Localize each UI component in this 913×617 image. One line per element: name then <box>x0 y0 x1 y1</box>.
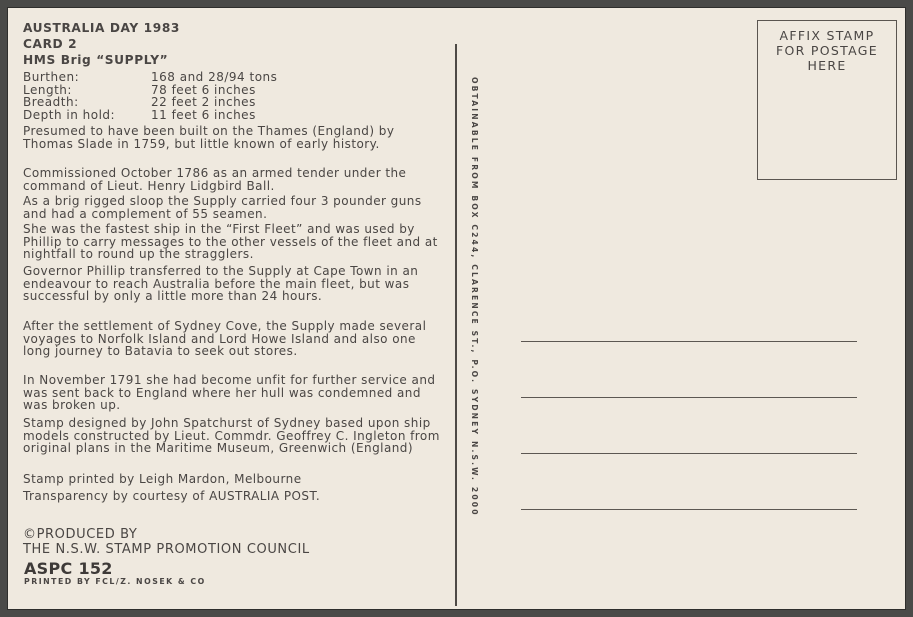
center-divider <box>455 44 457 606</box>
stamp-box <box>757 20 897 180</box>
produced-by-line: ©PRODUCED BY <box>23 527 138 542</box>
ship-name: HMS Brig “SUPPLY” <box>23 53 169 67</box>
stamp-box-line: FOR POSTAGE <box>776 43 878 58</box>
spec-label: Burthen: <box>23 70 80 84</box>
printer-credit: PRINTED BY FCL/Z. NOSEK & CO <box>24 577 206 586</box>
spec-label: Depth in hold: <box>23 107 116 122</box>
spec-label: Breadth: <box>23 95 79 110</box>
spec-row-breadth <box>23 96 277 109</box>
stamp-box-line: AFFIX STAMP <box>779 28 875 43</box>
spec-value: 22 feet 2 inches <box>151 95 256 110</box>
spec-label: Length: <box>23 82 72 97</box>
ship-specifications <box>23 71 277 121</box>
address-line-2 <box>521 397 857 398</box>
postcard-back <box>7 7 906 610</box>
commission-paragraph: Commissioned October 1786 as an armed tender under the command of Lieut. Henry Lidgbird Ball. <box>23 166 407 193</box>
spec-value: 168 and 28/94 tons <box>151 70 278 84</box>
address-line-3 <box>521 453 857 454</box>
council-name: THE N.S.W. STAMP PROMOTION COUNCIL <box>23 541 310 557</box>
card-code: ASPC 152 <box>24 559 113 578</box>
spec-value: 78 feet 6 inches <box>151 82 256 97</box>
first-fleet-paragraph: She was the fastest ship in the “First Fleet” and was used by Phillip to carry messages to the other vessels of the fleet and at nightfall to round up the stragglers. <box>23 222 438 261</box>
stamp-box-line: HERE <box>807 58 847 73</box>
spec-value: 11 feet 6 inches <box>151 107 256 122</box>
stamp-printer-line: Stamp printed by Leigh Mardon, Melbourne <box>23 472 302 486</box>
voyages-paragraph: After the settlement of Sydney Cove, the Supply made several voyages to Norfolk Island and Lord Howe Island and also one long journey to Batavia to seek out stores. <box>23 319 427 358</box>
history-paragraph: Presumed to have been built on the Thames (England) by Thomas Slade in 1759, but little known of early history. <box>23 124 395 151</box>
cape-town-paragraph: Governor Phillip transferred to the Supply at Cape Town in an endeavour to reach Australia before the main fleet, but was successful by only a little more than 24 hours. <box>23 264 419 303</box>
transparency-credit-line: Transparency by courtesy of AUSTRALIA POST. <box>23 489 321 503</box>
armament-paragraph: As a brig rigged sloop the Supply carried four 3 pounder guns and had a complement of 55 seamen. <box>23 194 422 221</box>
address-line-4 <box>521 509 857 510</box>
address-line-1 <box>521 341 857 342</box>
condemned-paragraph: In November 1791 she had become unfit for further service and was sent back to England where her hull was condemned and was broken up. <box>23 373 436 412</box>
stamp-design-paragraph: Stamp designed by John Spatchurst of Sydney based upon ship models constructed by Lieut. Commdr. Geoffrey C. Ingleton from original plans in the Maritime Museum, Greenwich (England) <box>23 416 440 455</box>
spec-row-depth <box>23 109 277 122</box>
card-title: AUSTRALIA DAY 1983 <box>23 21 181 35</box>
card-number: CARD 2 <box>23 37 78 51</box>
obtainable-address-vertical: OBTAINABLE FROM BOX C244, CLARENCE ST., P.O. SYDNEY N.S.W. 2000 <box>470 77 479 517</box>
spec-row-burthen <box>23 71 277 84</box>
producer-credit <box>23 528 310 557</box>
